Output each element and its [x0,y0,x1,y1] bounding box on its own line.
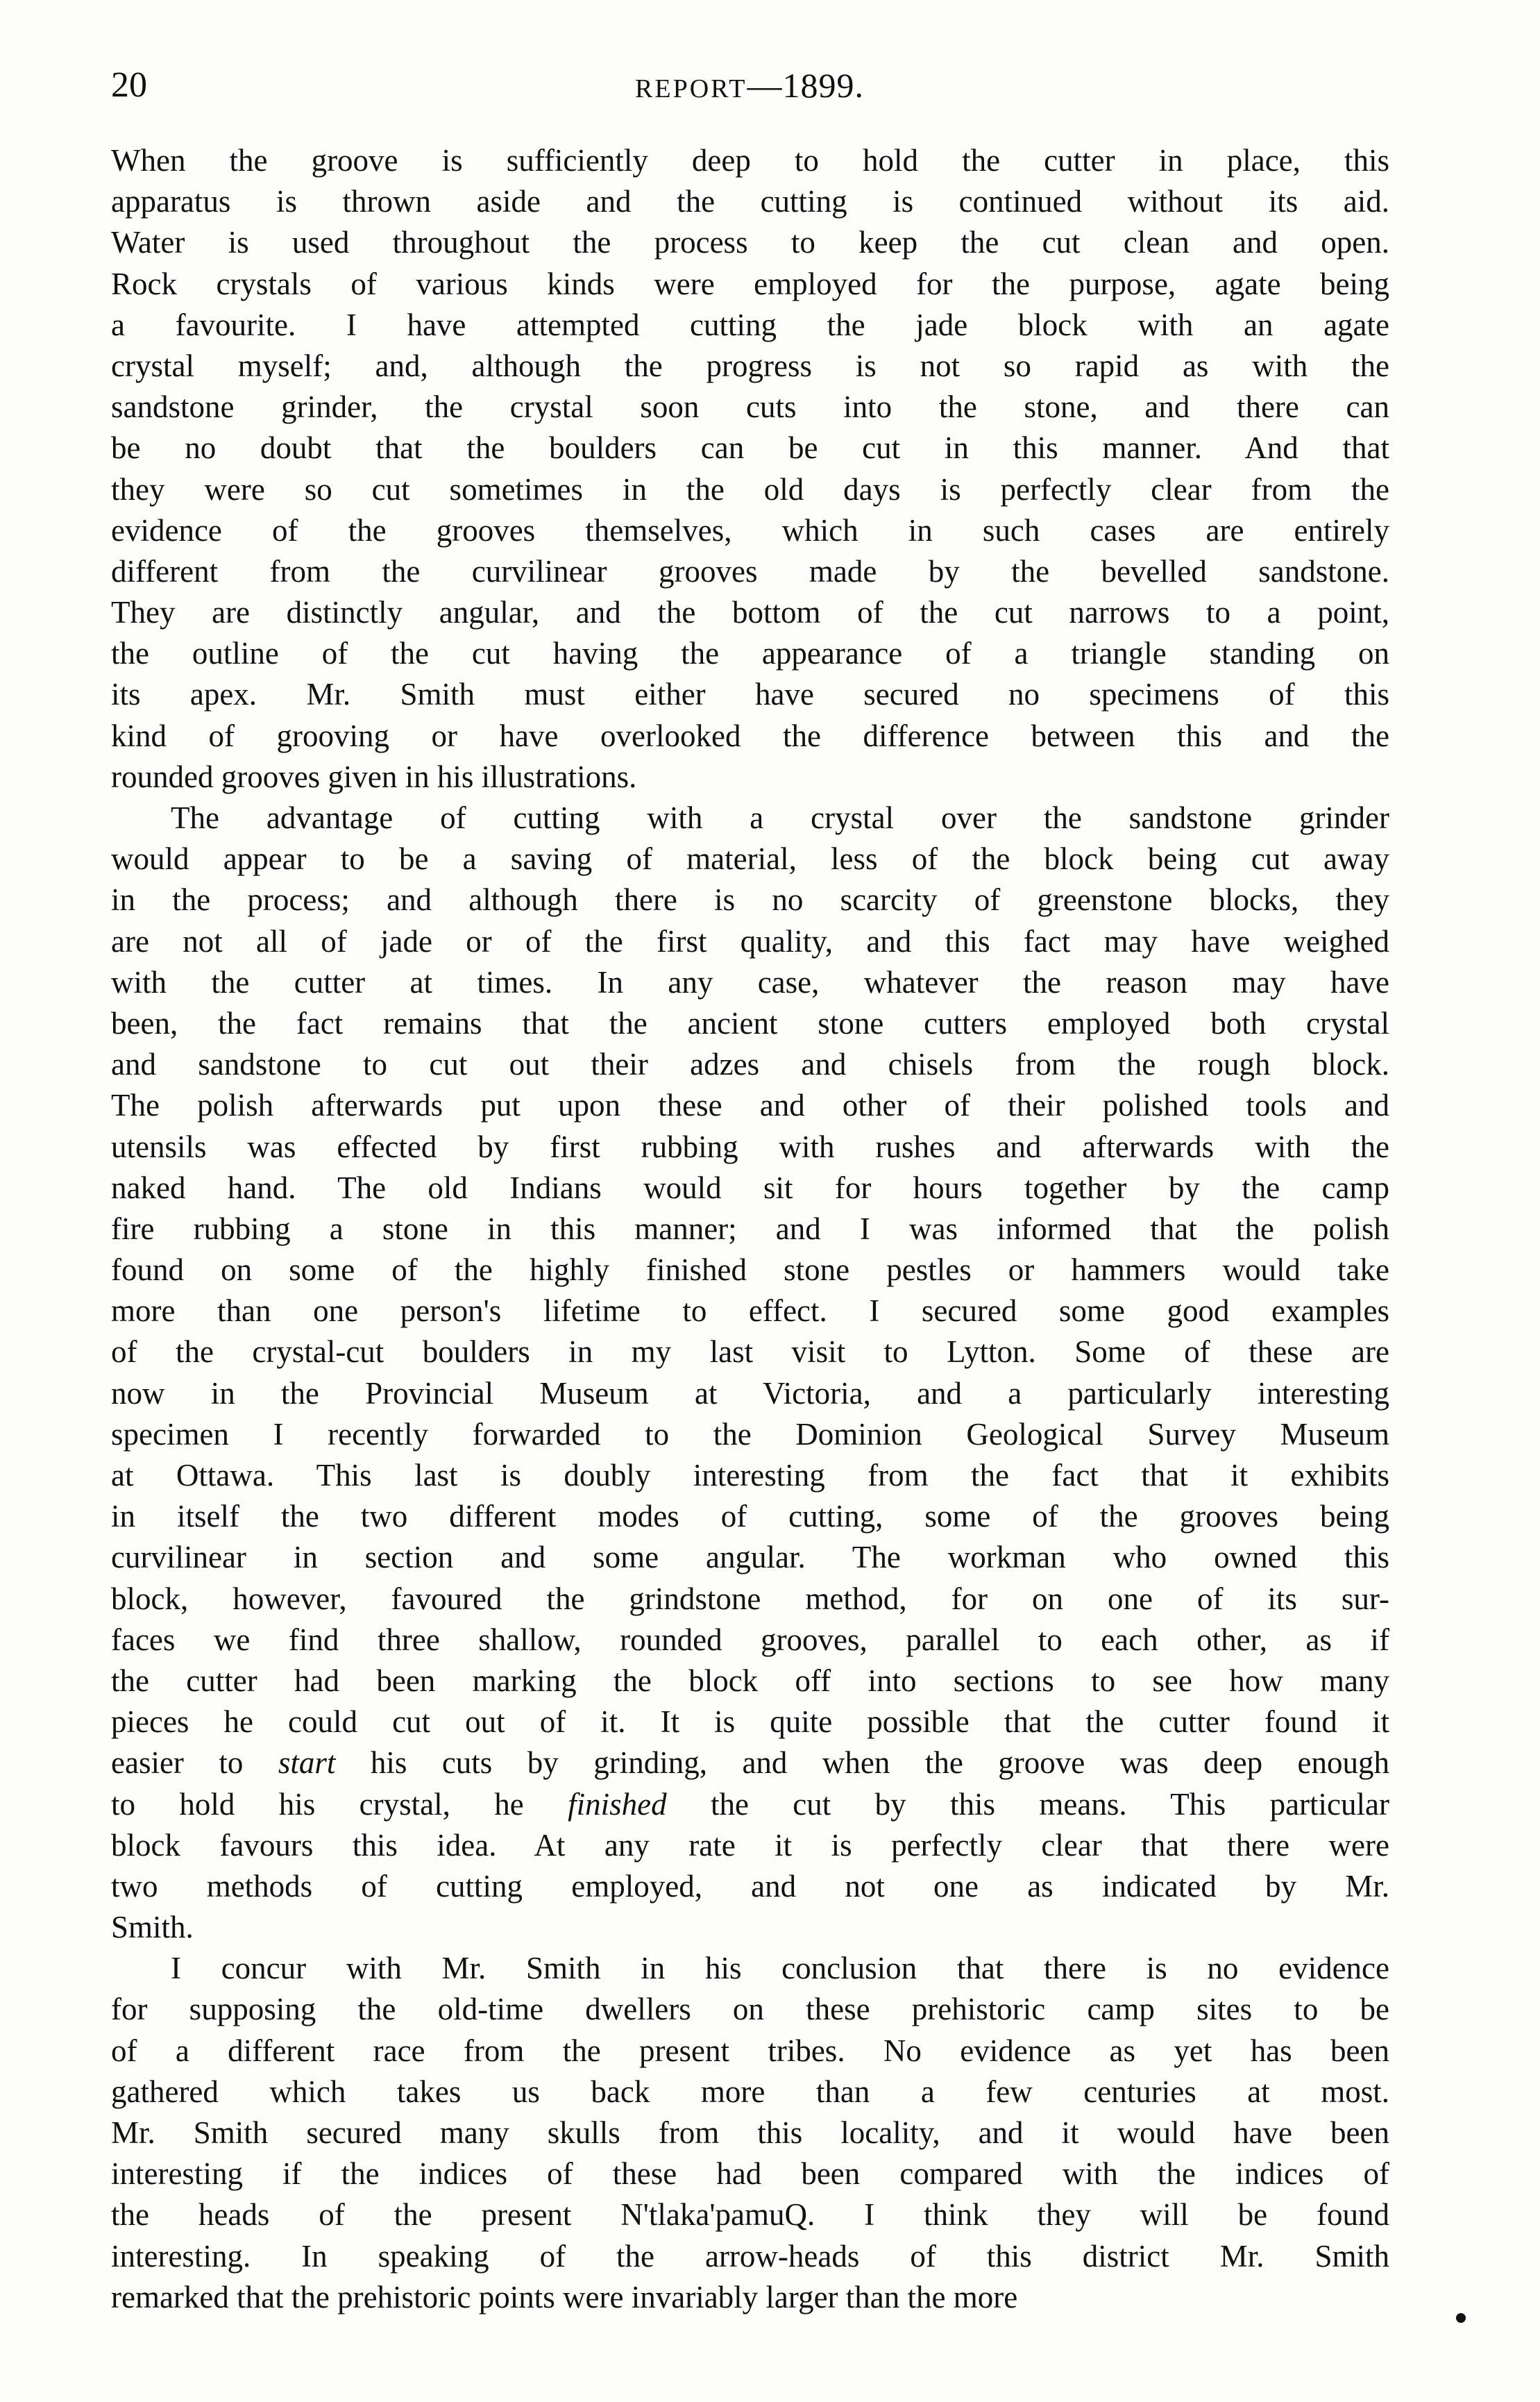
text-line: naked hand. The old Indians would sit for hours together by the camp [111,1170,1389,1205]
text-line: block, however, favoured the grindstone method, for on one of its sur- [111,1581,1389,1616]
text-line: remarked that the prehistoric points were invariably larger than the more [111,2279,1018,2315]
text-line: interesting. In speaking of the arrow-heads of this district Mr. Smith [111,2238,1389,2274]
text-line: of the crystal-cut boulders in my last visit to Lytton. Some of these are [111,1334,1389,1370]
running-head-year: 1899. [782,66,864,105]
text-line: pieces he could cut out of it. It is quite possible that the cutter found it [111,1704,1389,1740]
text-line: easier to start his cuts by grinding, and when the groove was deep enough [111,1745,1390,1781]
text-line: in the process; and although there is no scarcity of greenstone blocks, they [111,882,1389,918]
text-line: a favourite. I have attempted cutting the jade block with an agate [111,307,1389,342]
text-line: for supposing the old-time dwellers on these prehistoric camp sites to be [111,1992,1389,2027]
text-line: sandstone grinder, the crystal soon cuts into the stone, and there can [111,389,1389,425]
text-line: they were so cut sometimes in the old days is perfectly clear from the [111,471,1389,507]
text-line: I concur with Mr. Smith in his conclusion that there is no evidence [171,1951,1389,1986]
text-line: different from the curvilinear grooves made by the bevelled sandstone. [111,553,1389,589]
text-line: rounded grooves given in his illustrations. [111,759,637,794]
text-line: in itself the two different modes of cutting, some of the grooves being [111,1499,1389,1534]
text-line: evidence of the grooves themselves, which in such cases are entirely [111,512,1389,548]
text-line: Smith. [111,1910,194,1945]
text-line: its apex. Mr. Smith must either have secured no specimens of this [111,677,1389,712]
text-line: specimen I recently forwarded to the Dominion Geological Survey Museum [111,1416,1389,1452]
text-line: utensils was effected by first rubbing with rushes and afterwards with the [111,1129,1389,1164]
text-line: at Ottawa. This last is doubly interesting from the fact that it exhibits [111,1458,1389,1493]
body-text [111,140,1389,2318]
text-line: with the cutter at times. In any case, whatever the reason may have [111,964,1389,1000]
text-line: apparatus is thrown aside and the cutting is continued without its aid. [111,184,1389,219]
running-head-word: REPORT [635,74,747,103]
text-line: gathered which takes us back more than a few centuries at most. [111,2074,1389,2109]
text-line: block favours this idea. At any rate it is perfectly clear that there were [111,1827,1389,1863]
text-line: are not all of jade or of the first quality, and this fact may have weighed [111,923,1389,959]
paragraph [111,140,1389,798]
text-line: found on some of the highly finished stone pestles or hammers would take [111,1252,1389,1288]
paragraph [111,1948,1389,2318]
text-line: When the groove is sufficiently deep to hold the cutter in place, this [111,143,1389,178]
text-line: of a different race from the present tribes. No evidence as yet has been [111,2033,1389,2068]
text-line: fire rubbing a stone in this manner; and I was informed that the polish [111,1211,1389,1246]
text-line: to hold his crystal, he finished the cut by this means. This particular [111,1786,1389,1822]
italic-emphasis: start [278,1745,336,1781]
text-line: two methods of cutting employed, and not one as indicated by Mr. [111,1868,1389,1904]
text-line: The advantage of cutting with a crystal over the sandstone grinder [171,800,1389,835]
text-line: curvilinear in section and some angular. The workman who owned this [111,1540,1389,1575]
page-header [111,61,1388,117]
text-line: been, the fact remains that the ancient stone cutters employed both crystal [111,1005,1389,1041]
text-line: the outline of the cut having the appearance of a triangle standing on [111,636,1389,671]
italic-emphasis: finished [568,1786,667,1822]
text-line: The polish afterwards put upon these and other of their polished tools and [111,1088,1389,1123]
text-line: Mr. Smith secured many skulls from this locality, and it would have been [111,2115,1389,2150]
running-head [111,61,1388,113]
text-line: Rock crystals of various kinds were employed for the purpose, agate being [111,266,1389,301]
text-line: kind of grooving or have overlooked the difference between this and the [111,718,1389,753]
paragraph [111,798,1389,1948]
text-line: be no doubt that the boulders can be cut in this manner. And that [111,430,1389,466]
text-line: interesting if the indices of these had been compared with the indices of [111,2156,1389,2192]
text-line: the cutter had been marking the block off into sections to see how many [111,1663,1389,1698]
margin-dot-mark [1456,2313,1466,2323]
running-head-separator: — [747,66,783,105]
text-line: and sandstone to cut out their adzes and chisels from the rough block. [111,1047,1389,1082]
text-line: faces we find three shallow, rounded grooves, parallel to each other, as if [111,1622,1389,1657]
text-line: crystal myself; and, although the progress is not so rapid as with the [111,348,1389,383]
text-line: They are distinctly angular, and the bottom of the cut narrows to a point, [111,595,1389,630]
text-line: Water is used throughout the process to keep the cut clean and open. [111,225,1389,260]
text-line: the heads of the present N'tlaka'pamuQ. I think they will be found [111,2197,1389,2233]
page-number: 20 [111,65,147,105]
text-line: more than one person's lifetime to effect. I secured some good examples [111,1293,1389,1329]
text-line: now in the Provincial Museum at Victoria, and a particularly interesting [111,1375,1389,1411]
text-line: would appear to be a saving of material, less of the block being cut away [111,841,1389,877]
